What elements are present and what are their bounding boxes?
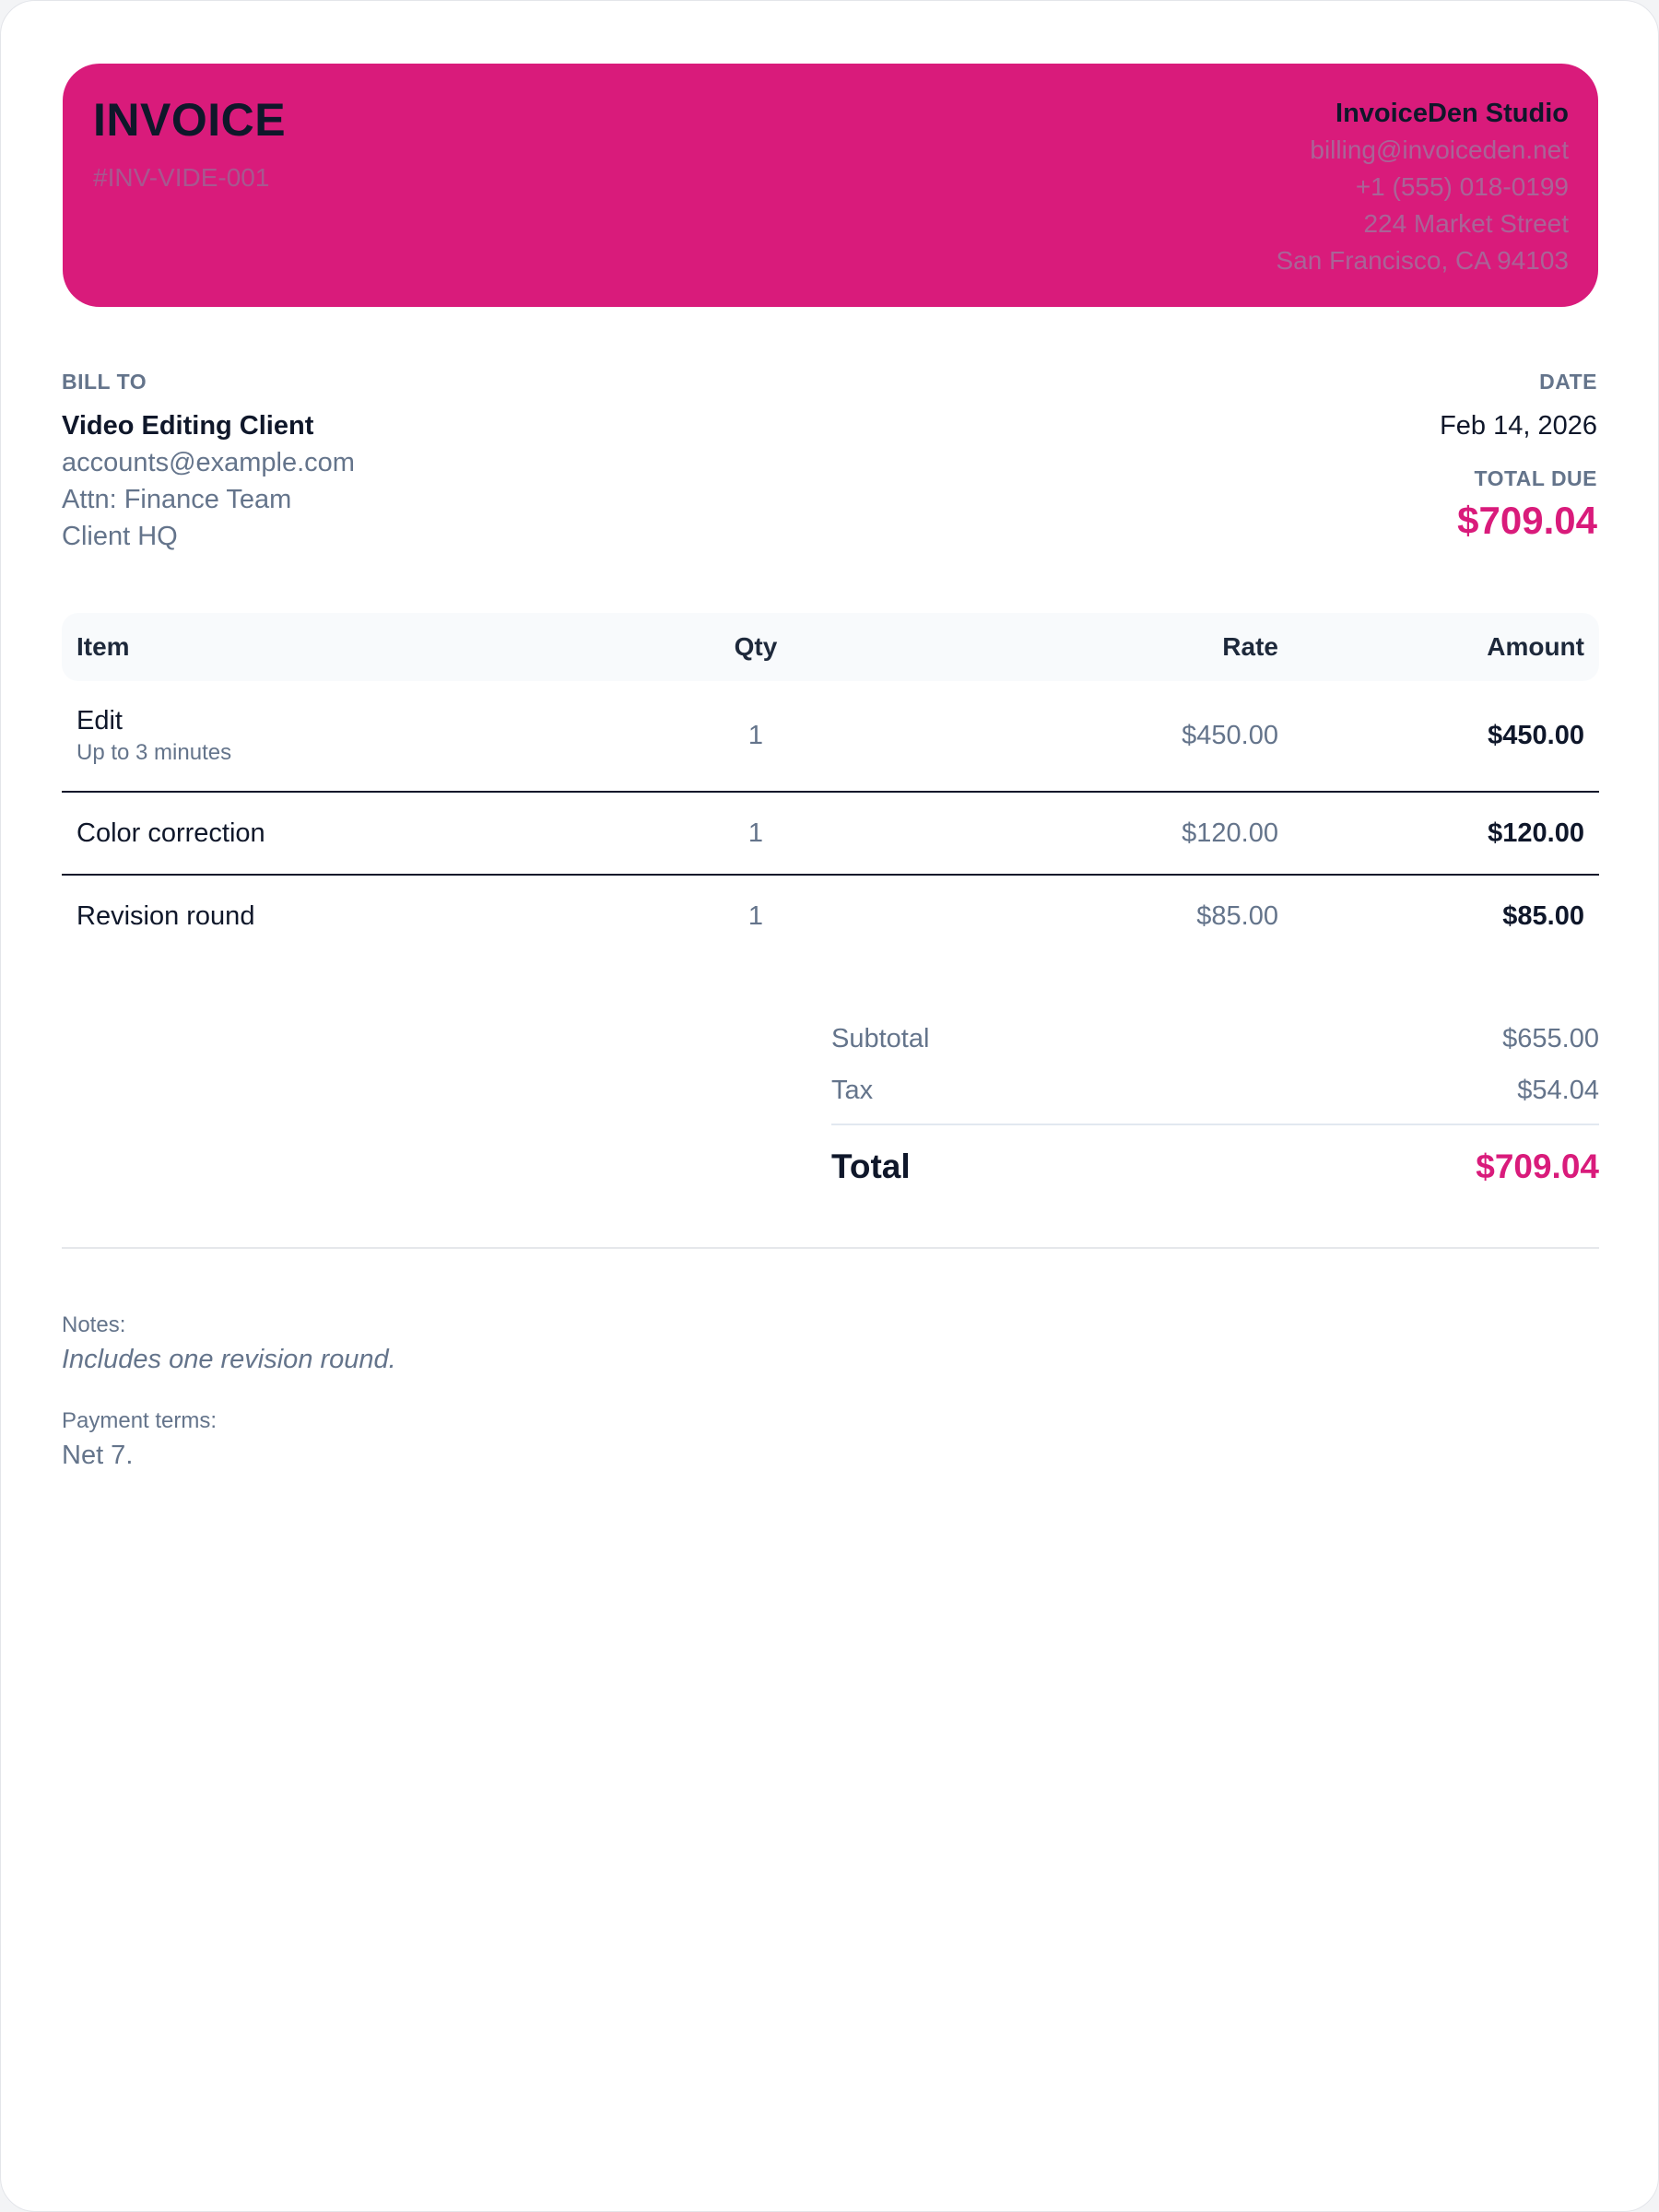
client-attn: Attn: Finance Team [62, 485, 292, 514]
company-name: InvoiceDen Studio [1335, 99, 1569, 128]
invoice-title: INVOICE [93, 94, 287, 146]
subtotal-value: $655.00 [1502, 1023, 1599, 1053]
item-name: Edit [76, 706, 123, 735]
company-info [1276, 95, 1569, 279]
item-name: Color correction [76, 818, 265, 848]
total-row [831, 1135, 1599, 1199]
table-header [62, 613, 1599, 681]
invoice-number: #INV-VIDE-001 [93, 163, 270, 192]
client-name: Video Editing Client [62, 411, 314, 441]
totals-section [831, 1013, 1599, 1199]
col-header-rate: Rate [867, 613, 1293, 681]
col-header-item: Item [62, 613, 644, 681]
client-location: Client HQ [62, 522, 178, 551]
item-rate: $85.00 [1196, 901, 1278, 931]
company-email: billing@invoiceden.net [1310, 135, 1569, 164]
invoice-header [63, 64, 1598, 307]
item-amount: $85.00 [1502, 901, 1584, 931]
invoice-date: Feb 14, 2026 [1440, 411, 1597, 441]
table-row [62, 875, 1599, 958]
line-items-table [62, 613, 1599, 958]
invoice-meta [1440, 370, 1597, 543]
client-email: accounts@example.com [62, 448, 355, 477]
total-label: Total [831, 1147, 911, 1185]
item-qty: 1 [747, 818, 764, 848]
item-amount: $450.00 [1488, 721, 1584, 750]
notes-text: Includes one revision round. [62, 1345, 396, 1374]
tax-label: Tax [831, 1075, 874, 1105]
item-amount: $120.00 [1488, 818, 1584, 848]
payment-terms-text: Net 7. [62, 1441, 134, 1470]
item-name: Revision round [76, 901, 255, 931]
total-due-amount: $709.04 [1457, 499, 1597, 542]
date-label: DATE [1539, 370, 1597, 394]
item-rate: $450.00 [1182, 721, 1278, 750]
item-cell [62, 792, 644, 875]
item-cell [62, 681, 644, 792]
item-qty: 1 [747, 901, 764, 931]
subtotal-row [831, 1013, 1599, 1065]
item-qty: 1 [747, 721, 764, 750]
company-address-line-1: 224 Market Street [1363, 209, 1569, 238]
subtotal-label: Subtotal [831, 1023, 930, 1053]
bill-to-label: BILL TO [62, 370, 147, 394]
item-cell [62, 875, 644, 958]
bill-to-section [62, 370, 355, 555]
table-row [62, 792, 1599, 875]
item-rate: $120.00 [1182, 818, 1278, 848]
footer-divider [62, 1247, 1599, 1249]
tax-row [831, 1065, 1599, 1116]
tax-value: $54.04 [1517, 1075, 1599, 1105]
totals-divider [831, 1124, 1599, 1125]
item-description: Up to 3 minutes [76, 740, 232, 765]
total-due-label: TOTAL DUE [1474, 466, 1597, 490]
notes-section [62, 1310, 396, 1474]
payment-terms-label: Payment terms: [62, 1408, 218, 1433]
col-header-qty: Qty [644, 613, 867, 681]
col-header-amount: Amount [1293, 613, 1599, 681]
company-phone: +1 (555) 018-0199 [1355, 172, 1569, 201]
total-value: $709.04 [1476, 1147, 1599, 1185]
notes-label: Notes: [62, 1312, 126, 1337]
company-address-line-2: San Francisco, CA 94103 [1276, 246, 1569, 275]
table-row [62, 681, 1599, 792]
